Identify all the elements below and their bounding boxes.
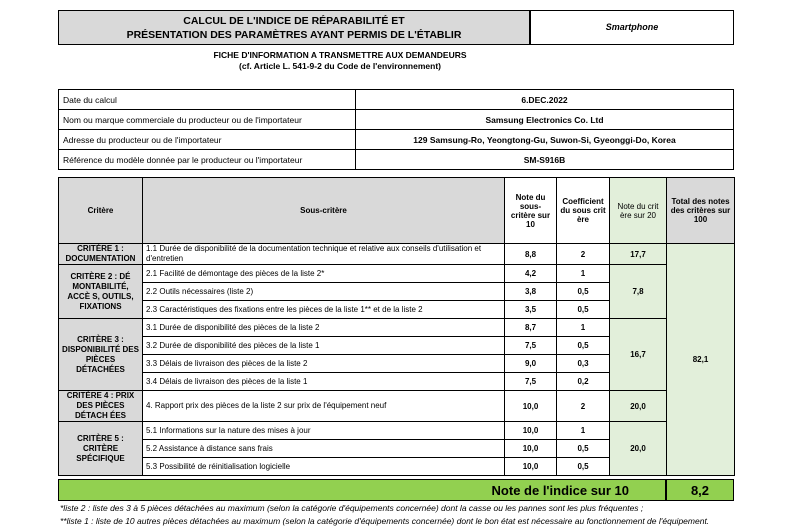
header-sous-critere: Sous-critère [143,178,505,244]
criterion-1: CRITÈRE 1 : DOCUMENTATION [59,244,143,265]
scores-table [58,177,735,476]
header-critere: Critère [59,178,143,244]
table-row [59,391,735,422]
subtitle-line-1: FICHE D'INFORMATION A TRANSMETTRE AUX DEMANDEURS [213,50,467,60]
sub-criterion-coef: 2 [557,391,610,422]
sub-criterion-score: 4,2 [505,265,557,283]
sub-criterion-label: 3.2 Durée de disponibilité des pièces de la liste 1 [143,337,505,355]
sub-criterion-score: 8,8 [505,244,557,265]
info-row [59,150,734,170]
criterion-3: CRITÈRE 3 : DISPONIBILITÉ DES PIÈCES DÉTACHÉES [59,319,143,391]
info-label: Nom ou marque commerciale du producteur ou de l'importateur [59,110,356,130]
sub-criterion-score: 7,5 [505,373,557,391]
criterion-5: CRITÈRE 5 : CRITÈRE SPÉCIFIQUE [59,422,143,476]
sub-criterion-label: 3.1 Durée de disponibilité des pièces de la liste 2 [143,319,505,337]
sub-criterion-coef: 0,3 [557,355,610,373]
sub-criterion-coef: 0,5 [557,283,610,301]
final-score-value: 8,2 [666,479,734,501]
sub-criterion-label: 2.3 Caractéristiques des fixations entre les pièces de la liste 1** et de la liste 2 [143,301,505,319]
info-label: Adresse du producteur ou de l'importateur [59,130,356,150]
sub-criterion-score: 10,0 [505,391,557,422]
sub-criterion-coef: 1 [557,265,610,283]
header-note-sous-critere: Note du sous-critère sur 10 [505,178,557,244]
sub-criterion-coef: 0,5 [557,337,610,355]
info-value: 6.DEC.2022 [356,90,734,110]
table-row [59,244,735,265]
criterion-4-score: 20,0 [610,391,667,422]
sub-criterion-coef: 0,2 [557,373,610,391]
sub-criterion-score: 3,8 [505,283,557,301]
sub-criterion-score: 8,7 [505,319,557,337]
sub-criterion-label: 2.2 Outils nécessaires (liste 2) [143,283,505,301]
sub-criterion-label: 5.3 Possibilité de réinitialisation logicielle [143,458,505,476]
document-title [58,10,530,45]
header-note-critere: Note du crit ère sur 20 [610,178,667,244]
info-label: Date du calcul [59,90,356,110]
info-row [59,110,734,130]
sub-criterion-coef: 1 [557,422,610,440]
info-value: 129 Samsung-Ro, Yeongtong-Gu, Suwon-Si, Gyeonggi-Do, Korea [356,130,734,150]
title-line-1: CALCUL DE L'INDICE DE RÉPARABILITÉ ET [183,15,405,27]
criterion-2-score: 7,8 [610,265,667,319]
sub-criterion-score: 10,0 [505,458,557,476]
info-table [58,89,734,170]
sub-criterion-label: 3.3 Délais de livraison des pièces de la liste 2 [143,355,505,373]
sub-criterion-score: 10,0 [505,422,557,440]
criterion-4: CRITÈRE 4 : PRIX DES PIÈCES DÉTACH ÉES [59,391,143,422]
sub-criterion-coef: 1 [557,319,610,337]
sub-criterion-label: 3.4 Délais de livraison des pièces de la liste 1 [143,373,505,391]
table-row [59,265,735,283]
criterion-2: CRITÈRE 2 : DÉ MONTABILITÉ, ACCÈ S, OUTILS, FIXATIONS [59,265,143,319]
sub-criterion-label: 1.1 Durée de disponibilité de la documentation technique et relative aux conseils d'utilisation et d'entretien [143,244,505,265]
total-score: 82,1 [667,244,735,476]
info-row [59,130,734,150]
info-row [59,90,734,110]
sub-criterion-coef: 0,5 [557,301,610,319]
sub-criterion-score: 9,0 [505,355,557,373]
sub-criterion-label: 5.1 Informations sur la nature des mises à jour [143,422,505,440]
header-coefficient: Coefficient du sous crit ère [557,178,610,244]
table-row [59,319,735,337]
info-value: SM-S916B [356,150,734,170]
sub-criterion-score: 7,5 [505,337,557,355]
footnote-liste-2: *liste 2 : liste des 3 à 5 pièces détachées au maximum (selon la catégorie d'équipements concernée) dont la casse ou les pannes sont les plus fréquentes ; [60,503,644,513]
sub-criterion-label: 2.1 Facilité de démontage des pièces de la liste 2* [143,265,505,283]
final-score-label: Note de l'indice sur 10 [58,479,666,501]
sub-criterion-coef: 0,5 [557,458,610,476]
sub-criterion-label: 4. Rapport prix des pièces de la liste 2 sur prix de l'équipement neuf [143,391,505,422]
sub-criterion-score: 3,5 [505,301,557,319]
subtitle [140,50,540,72]
footnote-liste-1: **liste 1 : liste de 10 autres pièces détachées au maximum (selon la catégorie d'équipements concernée) dont le bon état est nécessaire au fonctionnement de l'équipement. [60,516,710,526]
table-header-row [59,178,735,244]
criterion-5-score: 20,0 [610,422,667,476]
criterion-3-score: 16,7 [610,319,667,391]
info-label: Référence du modèle donnée par le producteur ou l'importateur [59,150,356,170]
criterion-1-score: 17,7 [610,244,667,265]
subtitle-line-2: (cf. Article L. 541-9-2 du Code de l'environnement) [239,61,441,71]
sub-criterion-coef: 0,5 [557,440,610,458]
table-row [59,422,735,440]
sub-criterion-coef: 2 [557,244,610,265]
sub-criterion-label: 5.2 Assistance à distance sans frais [143,440,505,458]
info-value: Samsung Electronics Co. Ltd [356,110,734,130]
sub-criterion-score: 10,0 [505,440,557,458]
header-total: Total des notes des critères sur 100 [667,178,735,244]
product-category: Smartphone [530,10,734,45]
title-line-2: PRÉSENTATION DES PARAMÈTRES AYANT PERMIS DE L'ÉTABLIR [126,29,462,41]
